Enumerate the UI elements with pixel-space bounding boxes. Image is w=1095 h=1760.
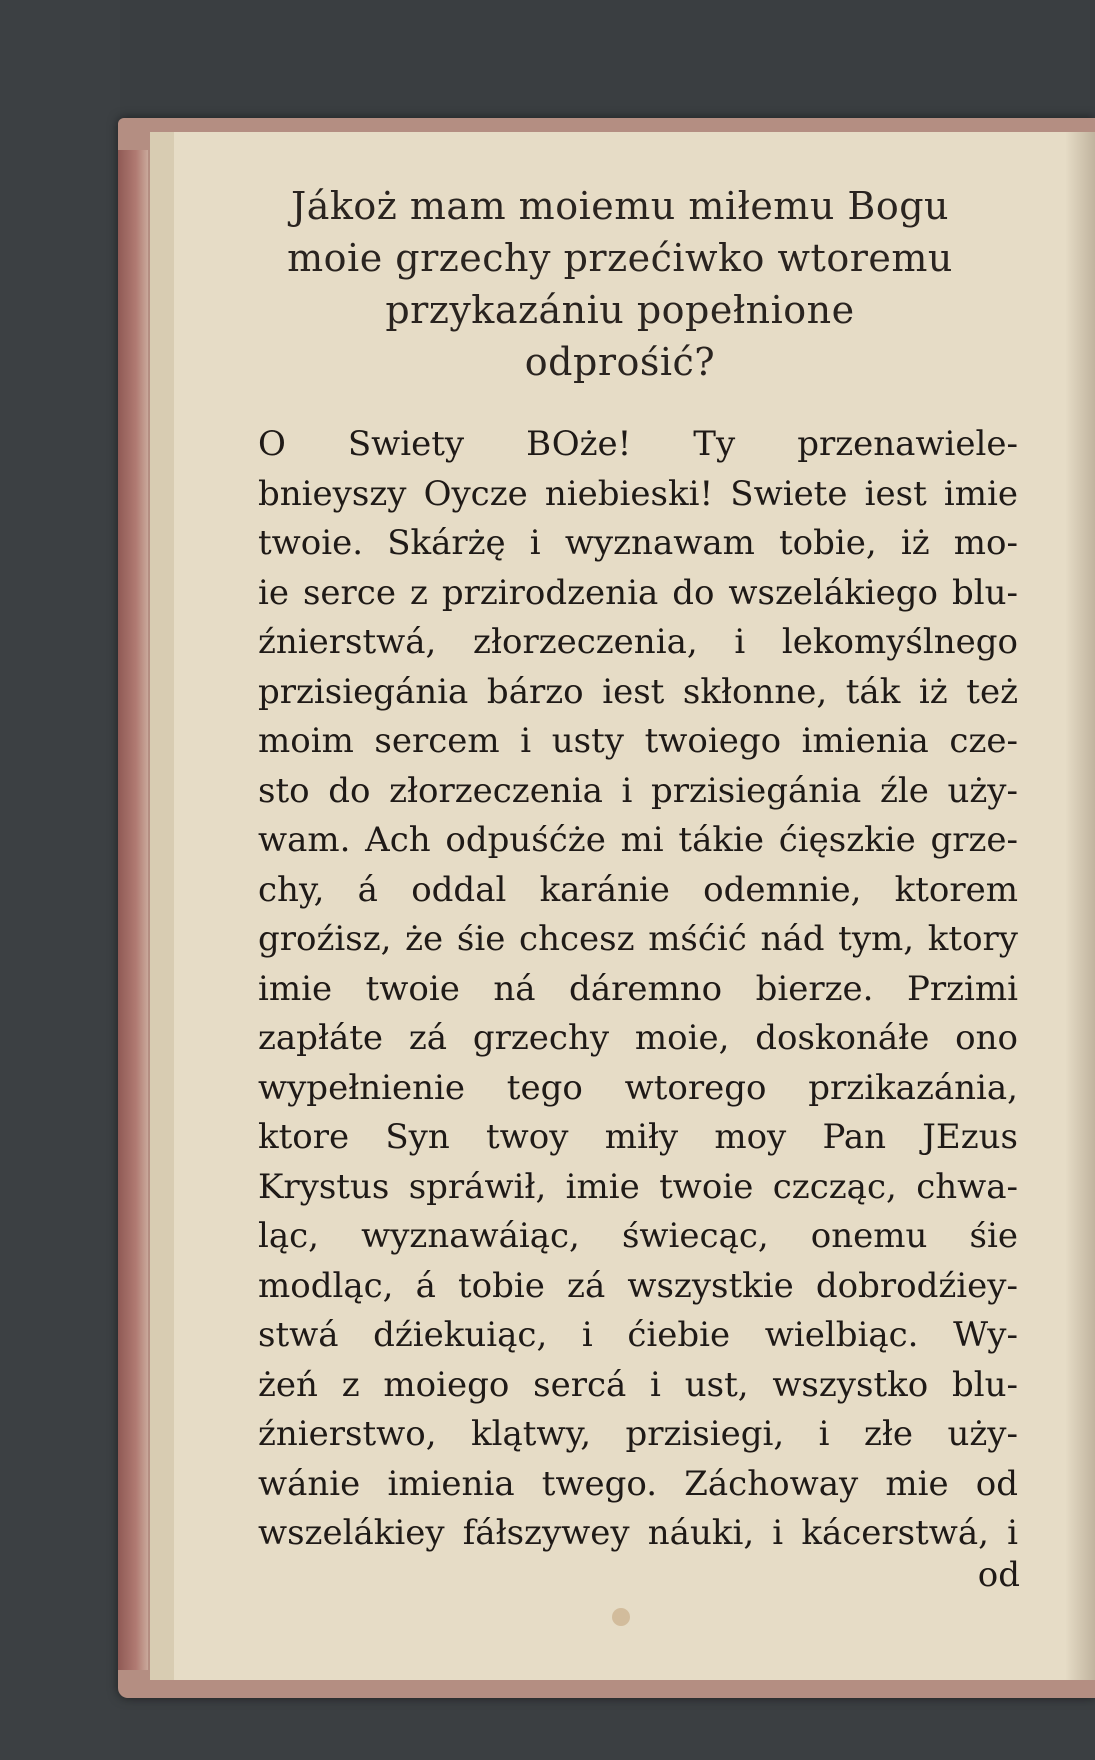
body-line: ie serce z przirodzenia do wszelákiego blu- bbox=[258, 572, 1018, 613]
body-line: źnierstwo, klątwy, przisiegi, i złe uży- bbox=[258, 1414, 1018, 1454]
dark-background bbox=[0, 0, 1095, 130]
body-line: wszelákiey fáłszywey náuki, i kácerstwá, i bbox=[258, 1513, 1018, 1553]
body-line: imie twoie ná dáremno bierze. Przimi bbox=[258, 968, 1018, 1009]
prayer-body bbox=[258, 420, 1018, 1559]
body-line: sto do złorzeczenia i przisiegánia źle uży- bbox=[258, 770, 1018, 811]
body-line: stwá dźiekuiąc, i ćiebie wielbiąc. Wy- bbox=[258, 1315, 1018, 1355]
body-line: żeń z moiego sercá i ust, wszystko blu- bbox=[258, 1364, 1018, 1405]
heading-line: przykazániu popełnione bbox=[385, 288, 855, 332]
body-line: wam. Ach odpuśćże mi tákie ćięszkie grze- bbox=[258, 820, 1018, 860]
heading-line: odprośić? bbox=[524, 340, 716, 384]
page-gutter-shadow bbox=[1065, 132, 1095, 1680]
dark-background-left bbox=[0, 0, 120, 1760]
body-line: ktore Syn twoy miły moy Pan JEzus bbox=[258, 1117, 1018, 1157]
prayer-heading bbox=[210, 180, 1030, 388]
body-line: groźisz, że śie chcesz mśćić nád tym, ktory bbox=[258, 919, 1018, 959]
body-line: ląc, wyznawáiąc, świecąc, onemu śie bbox=[258, 1216, 1018, 1256]
body-line: zapłáte zá grzechy moie, doskonáłe ono bbox=[258, 1018, 1018, 1058]
catchword: od bbox=[977, 1555, 1020, 1595]
body-line: chy, á oddal karánie odemnie, ktorem bbox=[258, 869, 1018, 910]
paper-stain bbox=[612, 1608, 630, 1626]
book-spine-edge bbox=[118, 150, 148, 1670]
body-line: modląc, á tobie zá wszystkie dobrodźiey- bbox=[258, 1265, 1018, 1306]
body-line: twoie. Skárżę i wyznawam tobie, iż mo- bbox=[258, 523, 1018, 563]
body-line: wypełnienie tego wtorego przikazánia, bbox=[258, 1067, 1018, 1108]
body-line: wánie imienia twego. Záchoway mie od bbox=[258, 1463, 1018, 1504]
body-line: przisiegánia bárzo iest skłonne, ták iż też bbox=[258, 671, 1018, 712]
body-line: bnieyszy Oycze niebieski! Swiete iest imie bbox=[258, 473, 1018, 514]
body-line: źnierstwá, złorzeczenia, i lekomyślnego bbox=[258, 622, 1018, 662]
heading-line: Jákoż mam moiemu miłemu Bogu bbox=[290, 184, 949, 228]
body-line: moim sercem i usty twoiego imienia cze- bbox=[258, 721, 1018, 761]
body-line: Krystus spráwił, imie twoie czcząc, chwa- bbox=[258, 1166, 1018, 1207]
heading-line: moie grzechy przećiwko wtoremu bbox=[287, 236, 953, 280]
body-line: O Swiety BOże! Ty przenawiele- bbox=[258, 424, 1018, 464]
